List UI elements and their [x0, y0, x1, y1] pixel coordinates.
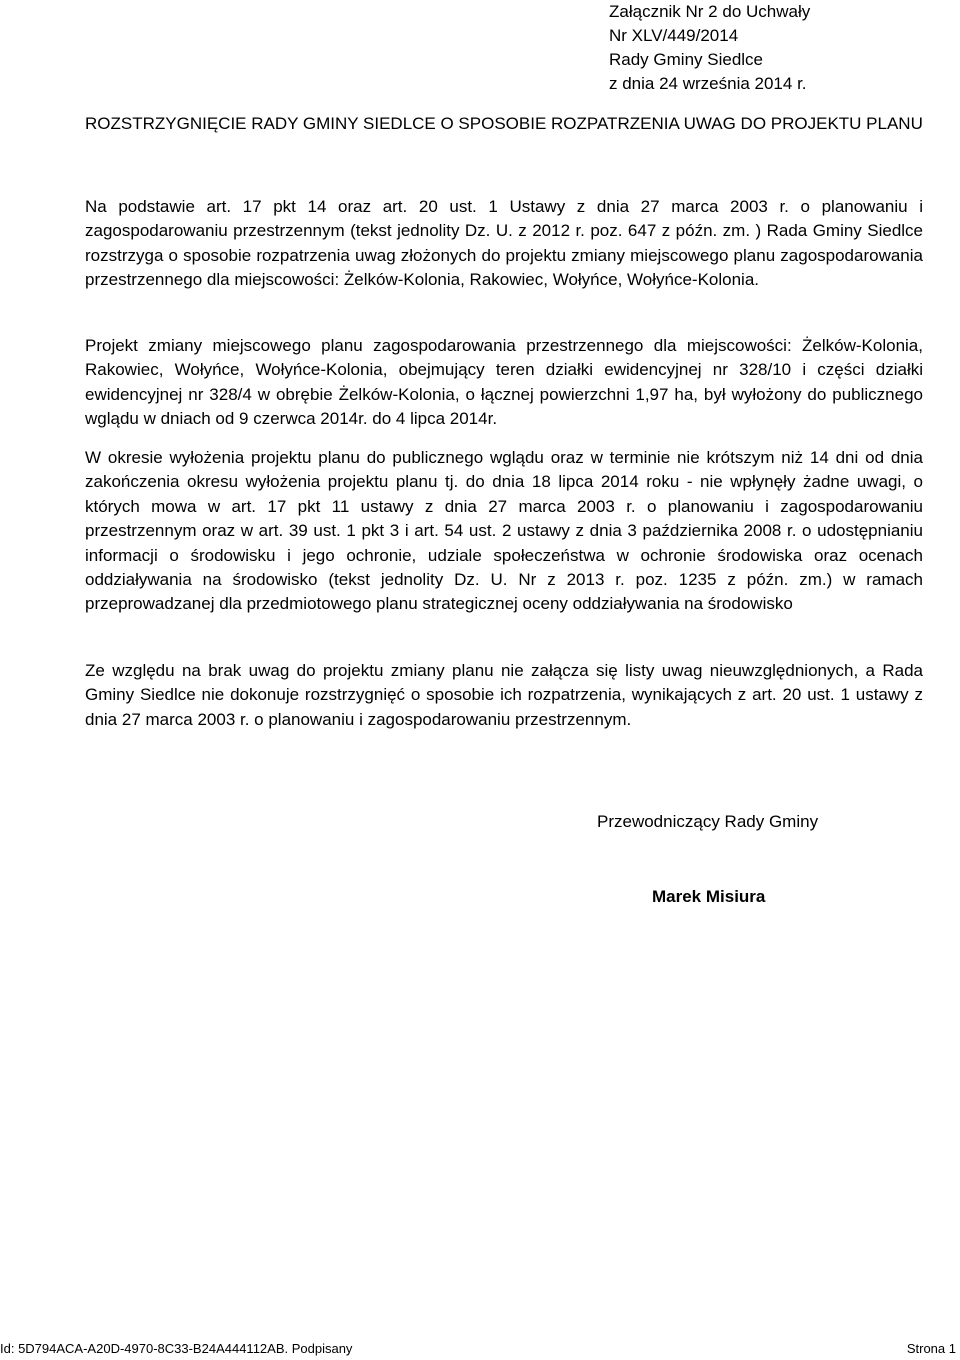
paragraph-project-info: Projekt zmiany miejscowego planu zagospodarowania przestrzennego dla miejscowości: Żelków-Kolonia, Rakowiec, Wołyńce, Wołyńce-Kolonia, obejmujący teren działki ewidencyjnej nr 328/10 i części działki ewidencyjnej nr 328/4 w obrębie Żelków-Kolonia, o łącznej powierzchni 1,97 ha, był wyłożony do publicznego wglądu w dniach od 9 czerwca 2014r. do 4 lipca 2014r.	[85, 336, 923, 429]
paragraph-no-comments: W okresie wyłożenia projektu planu do publicznego wglądu oraz w terminie nie krótszym niż 14 dni od dnia zakończenia okresu wyłożenia projektu planu tj. do dnia 18 lipca 2014 roku - nie wpłynęły żadne uwagi, o których mowa w art. 17 pkt 11 ustawy z dnia 27 marca 2003 r. o planowaniu i zagospodarowaniu przestrzennym oraz w art. 39 ust. 1 pkt 3 i art. 54 ust. 2 ustawy z dnia 3 października 2008 r. o udostępnianiu informacji o środowisku i jego ochronie, udziale społeczeństwa w ochronie środowiska oraz ocenach oddziaływania na środowisko (tekst jednolity Dz. U. Nr z 2013 r. poz. 1235 z późn. zm.) w ramach przeprowadzanej dla przedmiotowego planu strategicznej oceny oddziaływania na środowisko	[85, 448, 923, 614]
signature-name: Marek Misiura	[652, 887, 766, 906]
footer-page-number: Strona 1	[906, 1341, 956, 1356]
paragraph-legal-basis: Na podstawie art. 17 pkt 14 oraz art. 20 ust. 1 Ustawy z dnia 27 marca 2003 r. o planowaniu i zagospodarowaniu przestrzennym (tekst jednolity Dz. U. z 2012 r. poz. 647 z późn. zm. ) Rada Gminy Siedlce rozstrzyga o sposobie rozpatrzenia uwag złożonych do projektu zmiany miejscowego planu zagospodarowania przestrzennego dla miejscowości: Żelków-Kolonia, Rakowiec, Wołyńce, Wołyńce-Kolonia.	[85, 197, 923, 290]
document-title: ROZSTRZYGNIĘCIE RADY GMINY SIEDLCE O SPOSOBIE ROZPATRZENIA UWAG DO PROJEKTU PLANU	[85, 114, 923, 133]
resolution-number: Nr XLV/449/2014	[609, 26, 739, 45]
attachment-header	[609, 0, 949, 96]
resolution-date: z dnia 24 września 2014 r.	[609, 74, 807, 93]
council-name: Rady Gminy Siedlce	[609, 50, 764, 69]
signature-title: Przewodniczący Rady Gminy	[597, 812, 819, 831]
attachment-line: Załącznik Nr 2 do Uchwały	[609, 2, 811, 21]
footer-document-id: Id: 5D794ACA-A20D-4970-8C33-B24A444112AB. Podpisany	[0, 1341, 353, 1356]
paragraph-conclusion: Ze względu na brak uwag do projektu zmiany planu nie załącza się listy uwag nieuwzględnionych, a Rada Gminy Siedlce nie dokonuje rozstrzygnięć o sposobie ich rozpatrzenia, wynikających z art. 20 ust. 1 ustawy z dnia 27 marca 2003 r. o planowaniu i zagospodarowaniu przestrzennym.	[85, 661, 923, 729]
